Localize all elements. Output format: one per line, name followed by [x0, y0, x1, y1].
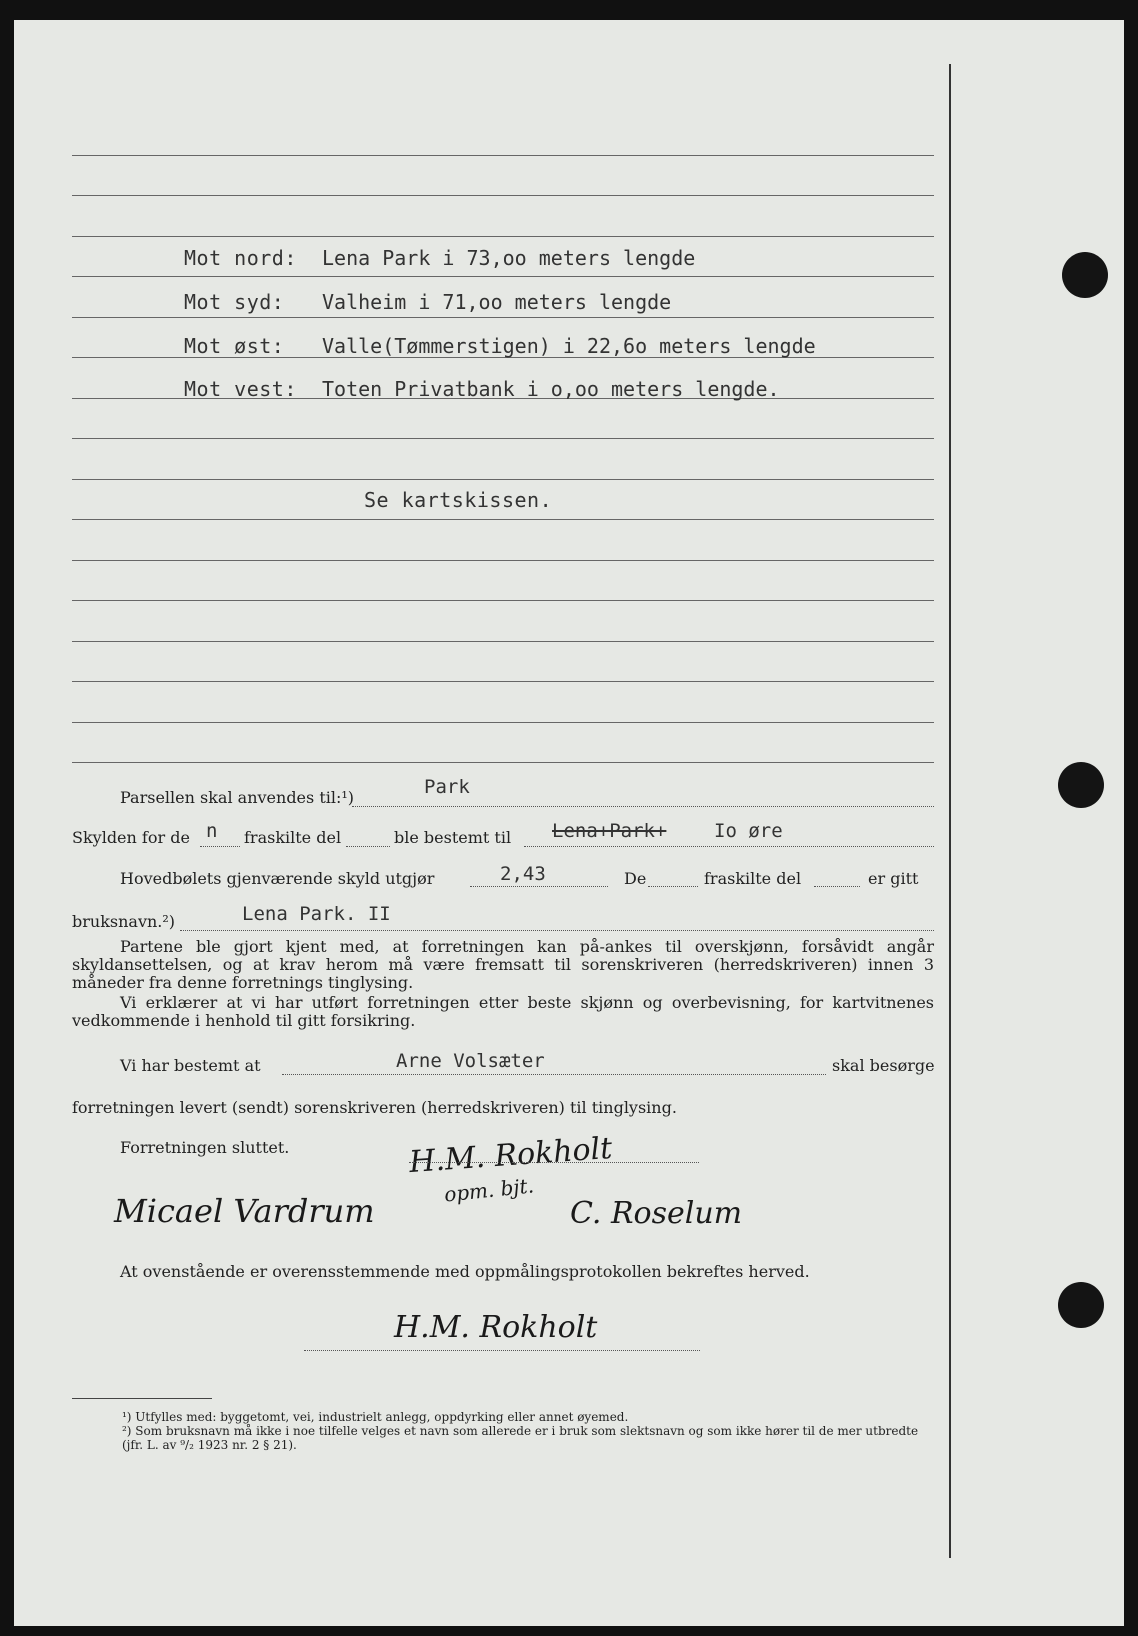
punch-hole-middle: [1058, 762, 1104, 808]
declaration-paragraph: [72, 994, 934, 1030]
fraskilte-dotted-line: [814, 886, 860, 887]
signature-2: Micael Vardrum: [114, 1192, 375, 1230]
delivery-label-2: skal besørge: [832, 1056, 935, 1075]
footnote-separator: [72, 1398, 212, 1399]
signature-1-dotted-line: [409, 1162, 699, 1163]
skyld-suffix: n: [206, 820, 218, 842]
use-label: Parsellen skal anvendes til:¹): [120, 788, 355, 807]
hoved-label: Hovedbølets gjenværende skyld utgjør: [120, 869, 435, 888]
footnote-1: ¹) Utfylles med: byggetomt, vei, industrielt anlegg, oppdyrking eller annet øyemed.: [122, 1410, 629, 1424]
ruled-line: [72, 560, 934, 561]
ruled-line: [72, 641, 934, 642]
bestemt-label: ble bestemt til: [394, 828, 512, 847]
ruled-line: [72, 438, 934, 439]
boundary-north-direction: Mot nord:: [184, 246, 297, 270]
delivery-person: Arne Volsæter: [396, 1050, 545, 1072]
bruksnavn-dotted-line: [180, 930, 934, 931]
ruled-line: [72, 276, 934, 277]
boundary-west-text: Toten Privatbank i o,oo meters lengde.: [322, 377, 780, 401]
ruled-line: [72, 195, 934, 196]
use-value: Park: [424, 776, 470, 798]
fraskilte-label: fraskilte del: [704, 869, 802, 888]
bruksnavn-label: bruksnavn.²): [72, 912, 176, 931]
skyld-suffix-dots: [200, 846, 240, 847]
boundary-east-text: Valle(Tømmerstigen) i 22,6o meters lengde: [322, 334, 816, 358]
closing-text: Forretningen sluttet.: [120, 1138, 290, 1157]
skyld-value: Io øre: [714, 820, 783, 842]
footnotes: [122, 1410, 934, 1452]
delivery-label: Vi har bestemt at: [120, 1056, 261, 1075]
signature-4: H.M. Rokholt: [394, 1310, 598, 1345]
er-gitt-label: er gitt: [868, 869, 919, 888]
ruled-line: [72, 519, 934, 520]
de-dotted-line: [648, 886, 698, 887]
skyld-label: Skylden for de: [72, 828, 190, 847]
de-label: De: [624, 869, 647, 888]
boundary-east-direction: Mot øst:: [184, 334, 285, 358]
hoved-dotted-line: [470, 886, 608, 887]
bruksnavn-value: Lena Park. II: [242, 903, 391, 925]
delivery-line-2: forretningen levert (sendt) sorenskriveren (herredskriveren) til tinglysing.: [72, 1098, 677, 1117]
signature-3: C. Roselum: [570, 1196, 743, 1231]
signature-1: H.M. Rokholt: [408, 1130, 614, 1181]
skyld-dotted-line: [524, 846, 934, 847]
boundary-north-text: Lena Park i 73,oo meters lengde: [322, 246, 696, 270]
ruled-line: [72, 155, 934, 156]
punch-hole-bottom: [1058, 1282, 1104, 1328]
footnote-2: ²) Som bruksnavn må ikke i noe tilfelle velges et navn som allerede er i bruk som slektsnavn og som ikke hører til de mer utbredte (jfr. L. av ⁹/₂ 1923 nr. 2 § 21).: [122, 1424, 919, 1452]
boundary-west-direction: Mot vest:: [184, 377, 297, 401]
ruled-line: [72, 236, 934, 237]
signature-4-dotted-line: [304, 1350, 700, 1351]
appeal-paragraph: [72, 938, 934, 992]
ruled-line: [72, 722, 934, 723]
boundary-south-text: Valheim i 71,oo meters lengde: [322, 290, 672, 314]
boundary-south-direction: Mot syd:: [184, 290, 285, 314]
ruled-line: [72, 600, 934, 601]
fraskilte-dots: [346, 846, 390, 847]
document-page: [14, 20, 1124, 1626]
hoved-value: 2,43: [500, 863, 546, 885]
punch-hole-top: [1062, 252, 1108, 298]
delivery-dotted-line: [282, 1074, 826, 1075]
ruled-line: [72, 317, 934, 318]
confirmation-text: At ovenstående er overensstemmende med oppmålingsprotokollen bekreftes herved.: [120, 1262, 810, 1281]
appeal-text: Partene ble gjort kjent med, at forretningen kan på-ankes til overskjønn, forsåvidt angår skyldansettelsen, og at krav herom må være fremsatt til sorenskriveren (herredskriveren) innen 3 måneder fra denne forretnings tinglysing.: [72, 937, 934, 992]
ruled-line: [72, 762, 934, 763]
map-note: Se kartskissen.: [364, 488, 553, 512]
use-dotted-line: [352, 806, 934, 807]
margin-rule: [949, 64, 951, 1558]
signature-1-note: opm. bjt.: [442, 1173, 535, 1207]
skyld-struck-text: Lena+Park+: [552, 820, 667, 842]
fraskilte-del-label: fraskilte del: [244, 828, 342, 847]
ruled-line: [72, 681, 934, 682]
ruled-line: [72, 479, 934, 480]
declaration-text: Vi erklærer at vi har utført forretningen etter beste skjønn og overbevisning, for kartvitnenes vedkommende i henhold til gitt forsikring.: [72, 993, 934, 1030]
